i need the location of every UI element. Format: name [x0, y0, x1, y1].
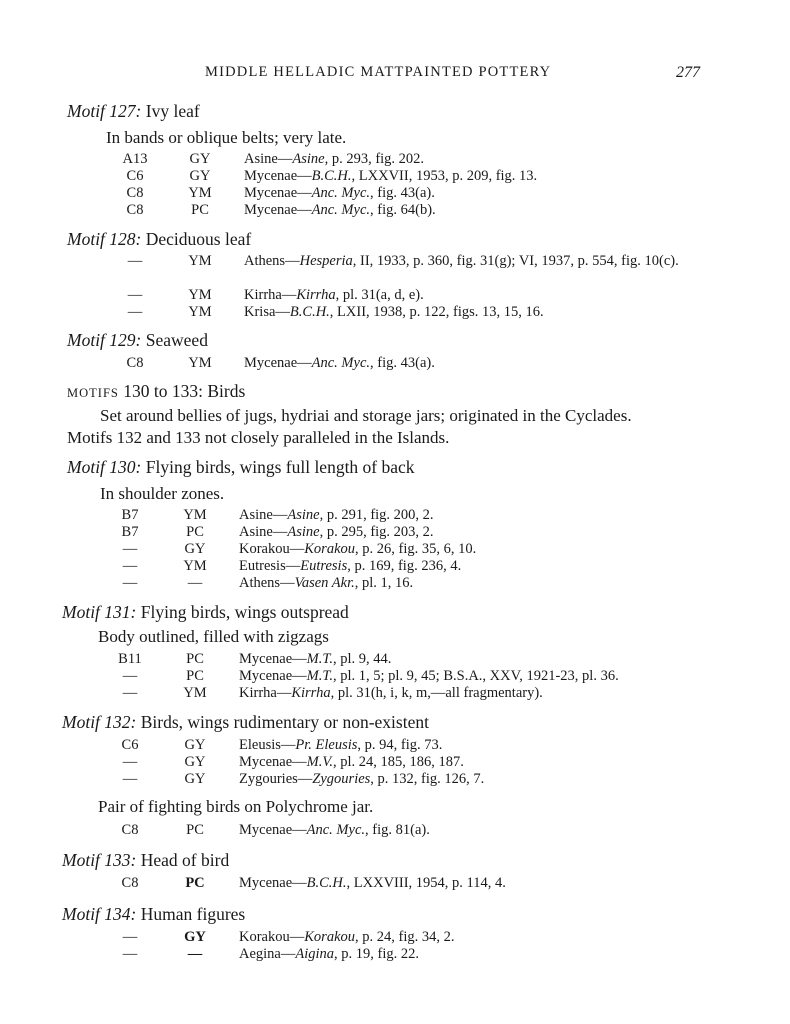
reference-text: Asine— — [239, 507, 288, 523]
publication-title: Asine — [287, 524, 320, 540]
publication-title: B.C.H. — [306, 875, 347, 891]
reference-text: Mycenae— — [239, 651, 307, 667]
ware-code-cell: GY — [184, 541, 206, 557]
motif-name: Human figures — [140, 904, 246, 924]
reference-text: , II, 1933, p. 360, fig. 31(g); VI, 1937, p. 554, fig. 10(c). — [352, 253, 679, 269]
reference-cell — [244, 355, 435, 372]
motif-134-title — [62, 904, 245, 925]
style-code-cell: — — [127, 253, 143, 269]
publication-title: Korakou — [304, 929, 355, 945]
style-code-cell: C6 — [126, 168, 144, 184]
reference-text: , p. 24, fig. 34, 2. — [355, 929, 455, 945]
ware-code-cell: YM — [188, 355, 212, 371]
motif-131-title — [62, 602, 349, 623]
publication-title: Anc. Myc. — [311, 355, 371, 371]
page-header — [0, 64, 790, 86]
publication-title: Vasen Akr. — [294, 575, 355, 591]
motifs-130-133-title — [67, 381, 245, 402]
reference-cell — [239, 558, 461, 575]
reference-text: , p. 26, fig. 35, 6, 10. — [355, 541, 477, 557]
style-code-cell: B7 — [121, 524, 139, 540]
style-code-cell: C8 — [126, 355, 144, 371]
motif-label: Motif 128: — [67, 229, 142, 249]
publication-title: M.T. — [306, 668, 333, 684]
reference-text: Krisa— — [244, 304, 290, 320]
motif-127-title — [67, 101, 200, 122]
style-code-cell: — — [122, 946, 138, 962]
reference-text: Kirrha— — [244, 287, 297, 303]
reference-text: Athens— — [244, 253, 300, 269]
publication-title: B.C.H. — [289, 304, 330, 320]
ware-code-cell: — — [187, 946, 203, 962]
motif-label: Motif 133: — [62, 850, 137, 870]
reference-cell — [239, 668, 619, 685]
publication-title: B.C.H. — [311, 168, 352, 184]
reference-cell — [239, 685, 543, 702]
page-number: 277 — [676, 64, 700, 81]
motif-label: Motif 132: — [62, 712, 137, 732]
reference-text: Mycenae— — [239, 875, 307, 891]
motif-129-title — [67, 330, 208, 351]
motif-label: Motif 130: — [67, 457, 142, 477]
reference-text: Mycenae— — [244, 168, 312, 184]
motif-name: Birds — [207, 381, 246, 401]
publication-title: M.V. — [306, 754, 333, 770]
ware-code-cell: YM — [188, 287, 212, 303]
style-code-cell: — — [122, 685, 138, 701]
reference-cell — [239, 524, 434, 541]
ware-code-cell: GY — [184, 754, 206, 770]
reference-text: , pl. 31(a, d, e). — [335, 287, 424, 303]
publication-title: Aigina — [295, 946, 335, 962]
reference-cell — [239, 822, 430, 839]
publication-title: M.T. — [306, 651, 333, 667]
reference-text: , fig. 81(a). — [365, 822, 430, 838]
reference-text: Mycenae— — [239, 822, 307, 838]
reference-text: , LXII, 1938, p. 122, figs. 13, 15, 16. — [329, 304, 544, 320]
birds-note-1: Set around bellies of jugs, hydriai and storage jars; originated in the Cyclades. — [100, 406, 632, 425]
reference-text: Mycenae— — [244, 355, 312, 371]
style-code-cell: — — [122, 541, 138, 557]
motif-132-note: Pair of fighting birds on Polychrome jar. — [98, 797, 374, 816]
ware-code-cell: GY — [184, 771, 206, 787]
ware-code-cell: PC — [186, 524, 204, 540]
reference-text: , p. 19, fig. 22. — [334, 946, 420, 962]
style-code-cell: A13 — [122, 151, 148, 167]
reference-text: , p. 94, fig. 73. — [357, 737, 443, 753]
publication-title: Anc. Myc. — [311, 202, 371, 218]
reference-text: , fig. 43(a). — [370, 355, 435, 371]
reference-cell — [239, 651, 391, 668]
birds-note-2: Motifs 132 and 133 not closely paralleled in the Islands. — [67, 428, 450, 447]
reference-text: , p. 293, fig. 202. — [324, 151, 425, 167]
ware-code-cell: PC — [191, 202, 209, 218]
reference-text: , p. 291, fig. 200, 2. — [319, 507, 434, 523]
publication-title: Eutresis — [300, 558, 348, 574]
reference-text: , LXXVII, 1953, p. 209, fig. 13. — [351, 168, 538, 184]
motif-name: Flying birds, wings outspread — [140, 602, 349, 622]
ware-code-cell: PC — [186, 651, 204, 667]
style-code-cell: — — [127, 304, 143, 320]
motif-name: Flying birds, wings full length of back — [145, 457, 415, 477]
style-code-cell: C8 — [126, 185, 144, 201]
ware-code-cell: YM — [188, 185, 212, 201]
reference-cell — [239, 875, 506, 892]
ware-code-cell: YM — [183, 507, 207, 523]
reference-text: , p. 132, fig. 126, 7. — [370, 771, 485, 787]
publication-title: Pr. Eleusis — [295, 737, 358, 753]
reference-cell — [244, 287, 424, 304]
motif-name: Ivy leaf — [145, 101, 200, 121]
motif-name: Birds, wings rudimentary or non-existent — [140, 712, 429, 732]
reference-text: , p. 169, fig. 236, 4. — [347, 558, 462, 574]
publication-title: Anc. Myc. — [306, 822, 366, 838]
motif-130-title — [67, 457, 415, 478]
motif-name: Head of bird — [140, 850, 230, 870]
style-code-cell: C6 — [121, 737, 139, 753]
publication-title: Asine — [292, 151, 325, 167]
reference-text: , pl. 1, 16. — [354, 575, 414, 591]
ware-code-cell: GY — [189, 151, 211, 167]
style-code-cell: — — [122, 558, 138, 574]
motif-130-note: In shoulder zones. — [100, 484, 225, 503]
motifs-label: MOTIFS — [67, 386, 119, 400]
style-code-cell: — — [122, 575, 138, 591]
reference-text: , pl. 9, 44. — [332, 651, 392, 667]
ware-code-cell: YM — [183, 558, 207, 574]
publication-title: Asine — [287, 507, 320, 523]
reference-cell — [239, 541, 476, 558]
reference-cell — [239, 754, 464, 771]
reference-text: Asine— — [239, 524, 288, 540]
reference-text: Korakou— — [239, 541, 305, 557]
motif-132-title — [62, 712, 429, 733]
reference-text: Mycenae— — [244, 185, 312, 201]
reference-cell — [239, 771, 484, 788]
reference-text: , LXXVIII, 1954, p. 114, 4. — [346, 875, 506, 891]
style-code-cell: B11 — [118, 651, 142, 667]
reference-text: Aegina— — [239, 946, 296, 962]
publication-title: Anc. Myc. — [311, 185, 371, 201]
ware-code-cell: PC — [185, 875, 205, 891]
ware-code-cell: GY — [189, 168, 211, 184]
publication-title: Zygouries — [312, 771, 371, 787]
ware-code-cell: GY — [184, 737, 206, 753]
reference-cell — [244, 151, 424, 168]
motif-128-title — [67, 229, 251, 250]
ware-code-cell: — — [187, 575, 203, 591]
reference-cell — [239, 575, 413, 592]
ware-code-cell: PC — [186, 822, 204, 838]
reference-cell — [239, 929, 454, 946]
ware-code-cell: PC — [186, 668, 204, 684]
reference-cell — [244, 253, 726, 270]
reference-text: , pl. 24, 185, 186, 187. — [332, 754, 464, 770]
motif-label: Motif 131: — [62, 602, 137, 622]
reference-cell — [244, 168, 537, 185]
reference-text: , pl. 31(h, i, k, m,—all fragmentary). — [330, 685, 543, 701]
reference-text: , p. 295, fig. 203, 2. — [319, 524, 434, 540]
reference-text: Mycenae— — [244, 202, 312, 218]
reference-text: Athens— — [239, 575, 295, 591]
style-code-cell: B7 — [121, 507, 139, 523]
ware-code-cell: YM — [188, 253, 212, 269]
reference-text: Eleusis— — [239, 737, 296, 753]
reference-text: , pl. 1, 5; pl. 9, 45; B.S.A., XXV, 1921-23, pl. 36. — [332, 668, 619, 684]
motif-label: Motif 129: — [67, 330, 142, 350]
style-code-cell: — — [122, 929, 138, 945]
reference-cell — [244, 304, 544, 321]
style-code-cell: C8 — [121, 822, 139, 838]
motif-131-note: Body outlined, filled with zigzags — [98, 627, 329, 646]
reference-text: Kirrha— — [239, 685, 292, 701]
ware-code-cell: YM — [188, 304, 212, 320]
style-code-cell: — — [122, 754, 138, 770]
style-code-cell: — — [127, 287, 143, 303]
motif-name: Deciduous leaf — [145, 229, 252, 249]
style-code-cell: — — [122, 771, 138, 787]
motif-name: Seaweed — [145, 330, 208, 350]
publication-title: Kirrha — [291, 685, 331, 701]
reference-text: Mycenae— — [239, 668, 307, 684]
reference-text: , fig. 64(b). — [370, 202, 436, 218]
reference-cell — [239, 946, 419, 963]
reference-text: Zygouries— — [239, 771, 313, 787]
style-code-cell: — — [122, 668, 138, 684]
running-title: MIDDLE HELLADIC MATTPAINTED POTTERY — [205, 64, 552, 80]
motif-133-title — [62, 850, 229, 871]
motifs-range: 130 to 133: — [123, 381, 203, 401]
reference-cell — [244, 202, 436, 219]
publication-title: Hesperia — [299, 253, 353, 269]
reference-cell — [239, 507, 434, 524]
publication-title: Kirrha — [296, 287, 336, 303]
reference-text: Asine— — [244, 151, 293, 167]
reference-text: Eutresis— — [239, 558, 301, 574]
reference-text: , fig. 43(a). — [370, 185, 435, 201]
reference-text: Mycenae— — [239, 754, 307, 770]
reference-cell — [244, 185, 435, 202]
motif-label: Motif 134: — [62, 904, 137, 924]
style-code-cell: C8 — [126, 202, 144, 218]
publication-title: Korakou — [304, 541, 355, 557]
motif-label: Motif 127: — [67, 101, 142, 121]
ware-code-cell: GY — [184, 929, 206, 945]
ware-code-cell: YM — [183, 685, 207, 701]
reference-text: Korakou— — [239, 929, 305, 945]
motif-127-note: In bands or oblique belts; very late. — [106, 128, 347, 147]
style-code-cell: C8 — [121, 875, 139, 891]
reference-cell — [239, 737, 442, 754]
